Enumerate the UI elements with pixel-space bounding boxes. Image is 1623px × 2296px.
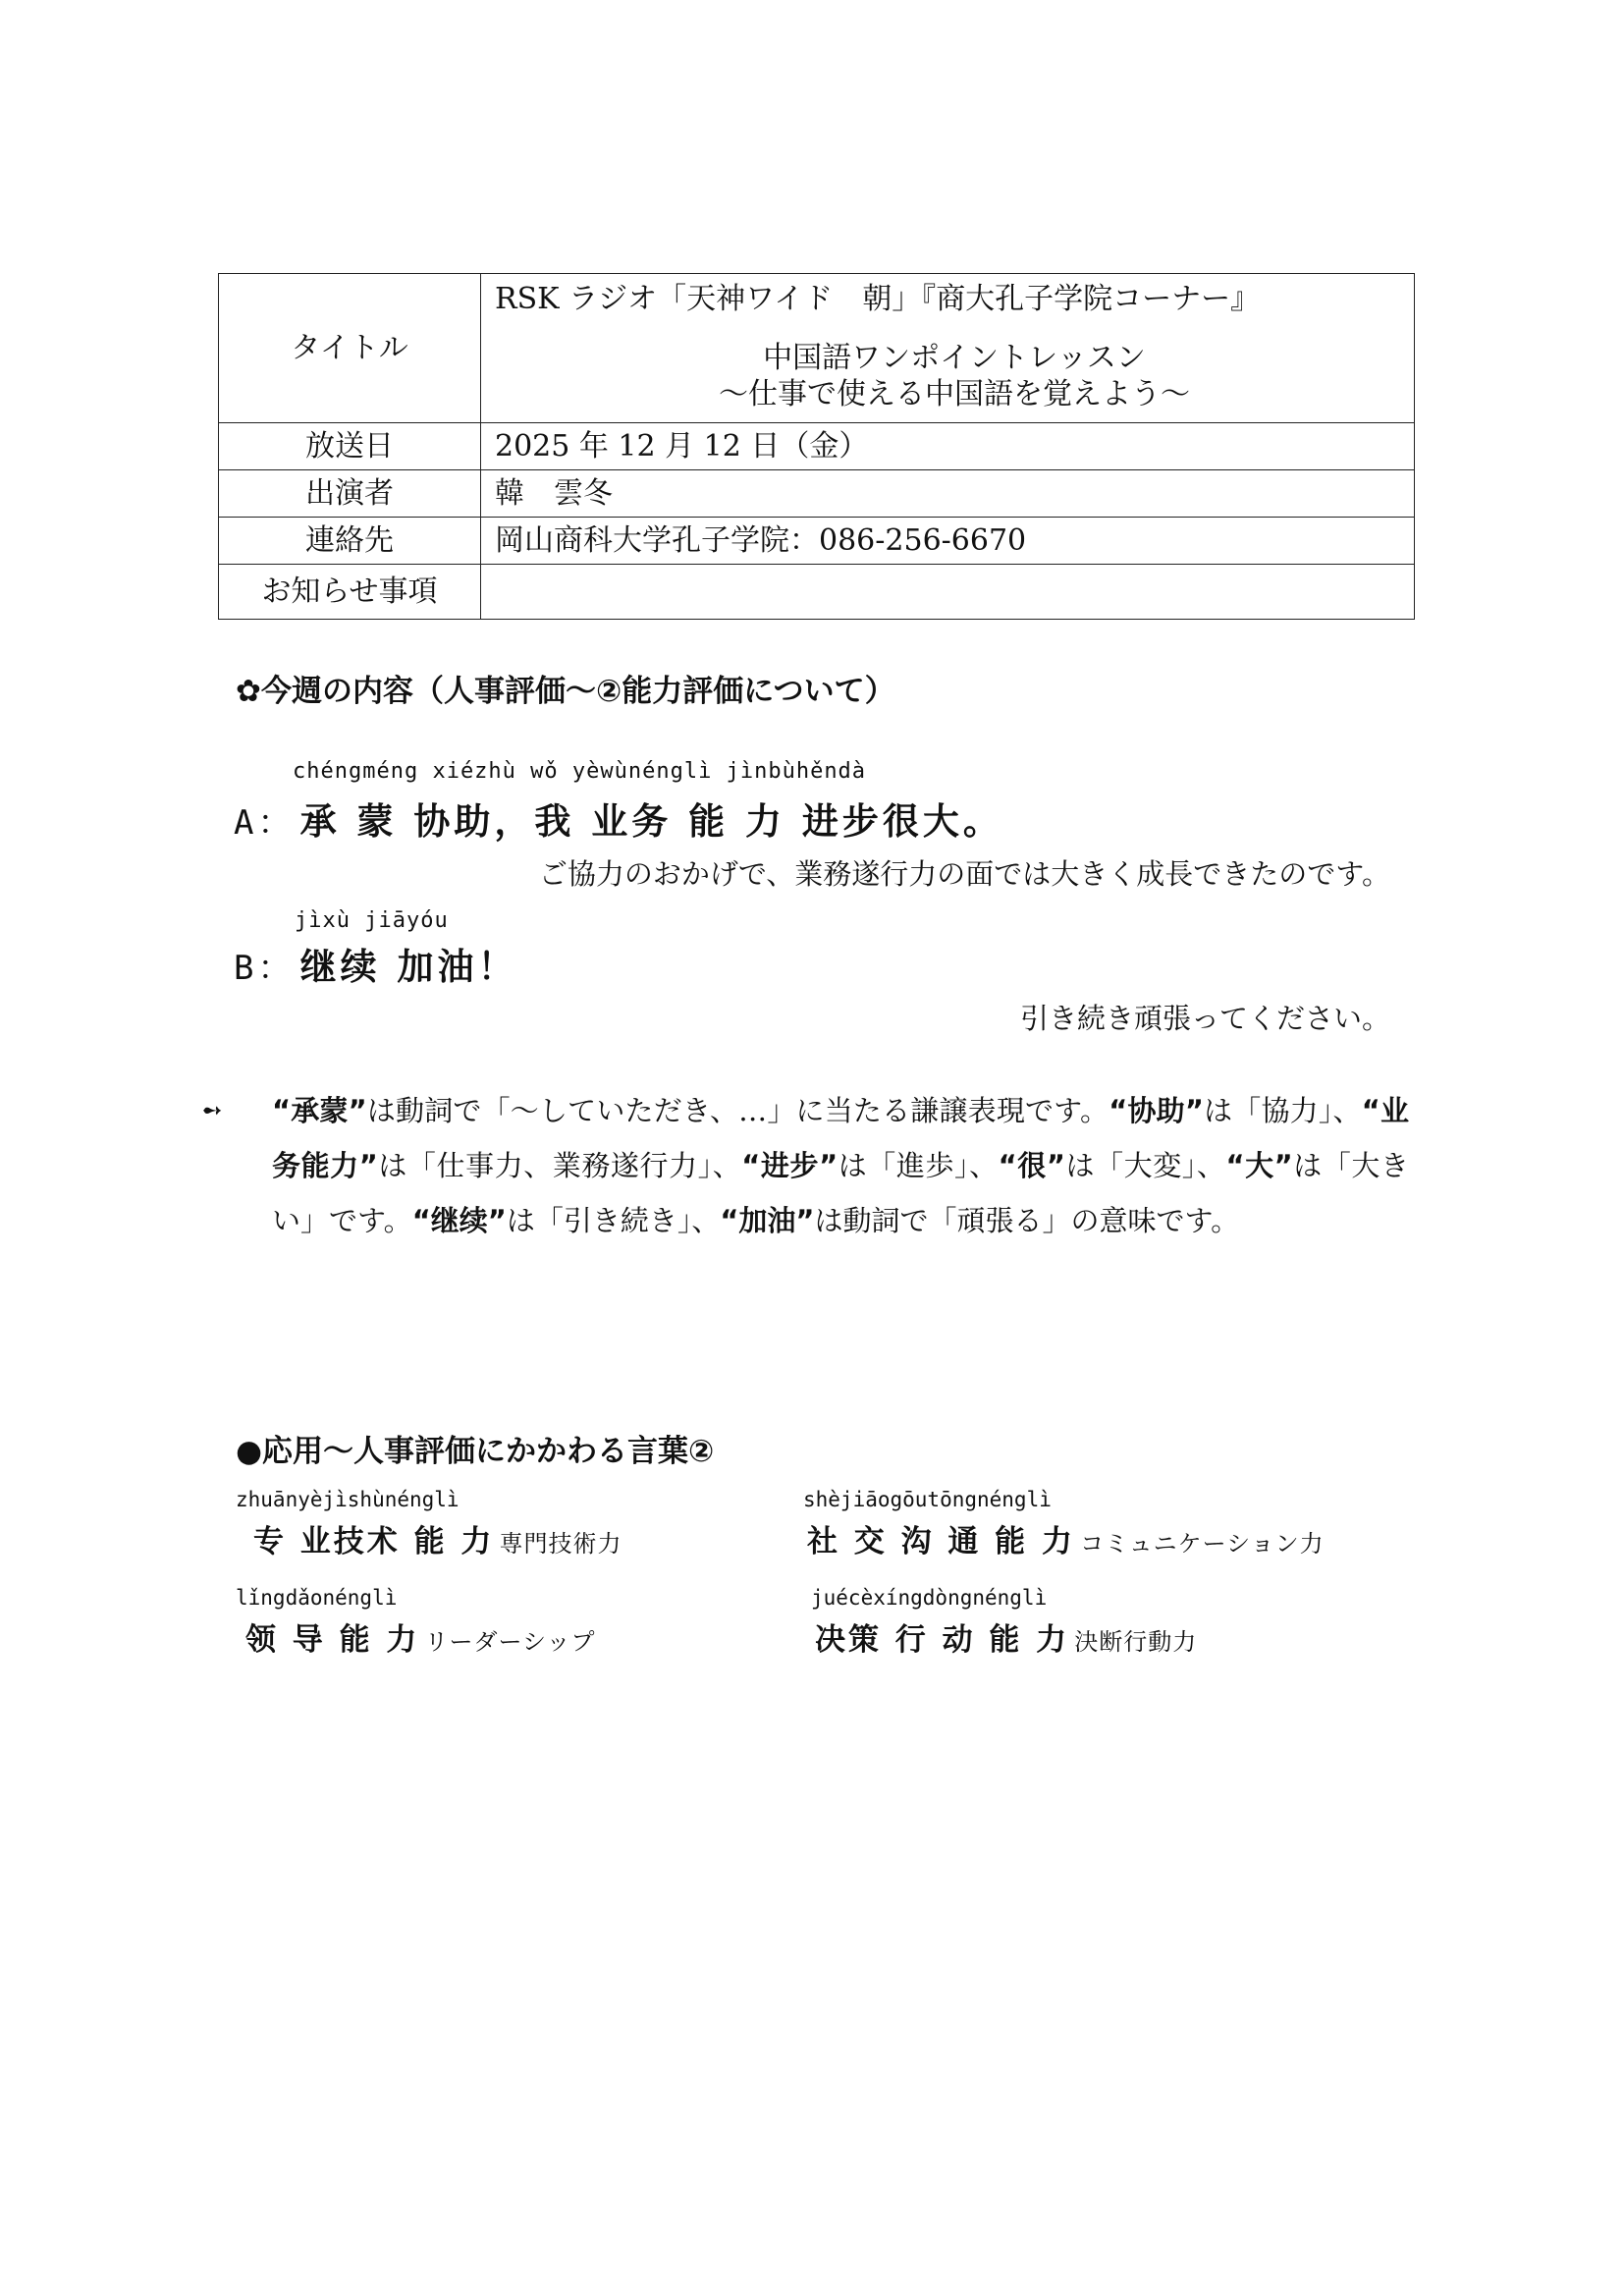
explanation-text: は「大変」、 [1064,1149,1226,1182]
line-a-japanese: ご協力のおかげで、業務遂行力の面では大きく成長できたのです。 [538,857,1390,891]
performer-value: 韓 雲冬 [481,470,1415,518]
vocab-2-japanese: コミュニケーション力 [1080,1530,1325,1558]
vocab-1-hanzi: 专 业技术 能 力 [253,1524,495,1559]
line-a-pinyin: chéngméng xiézhù wǒ yèwùnénglì jìnbùhěndà [293,759,867,784]
vocab-2 [807,1516,1325,1560]
term-highlight: “协助” [1109,1094,1204,1127]
term-highlight: “大” [1225,1149,1293,1182]
vocab-4-hanzi: 决策 行 动 能 力 [815,1622,1070,1658]
performer-label: 出演者 [219,470,481,518]
title-line3: ～仕事で使える中国語を覚えよう～ [719,377,1190,412]
term-highlight: “业务能力” [272,1094,1409,1182]
notice-label: お知らせ事項 [219,565,481,620]
contact-value: 岡山商科大学孔子学院：086-256-6670 [481,518,1415,565]
title-line1: RSK ラジオ「天神ワイド 朝」『商大孔子学院コーナー』 [495,282,1261,317]
explanation-text: は「協力」、 [1203,1094,1362,1127]
term-highlight: “很” [998,1149,1065,1182]
section1-heading: ✿今週の内容（人事評価～②能力評価について） [236,674,895,709]
vocab-1-pinyin: zhuānyèjìshùnénglì [236,1488,460,1511]
title-line2: 中国語ワンポイントレッスン [763,340,1146,375]
info-table [218,273,1415,620]
explanation-paragraph [272,1083,1409,1248]
explanation-text: は「仕事力、業務遂行力」、 [377,1149,742,1182]
date-value: 2025 年 12 月 12 日（金） [481,423,1415,470]
contact-label: 連絡先 [219,518,481,565]
explanation-text: は動詞で「頑張る」の意味です。 [814,1204,1240,1237]
title-label: タイトル [219,274,481,423]
line-b-hanzi: 继续 加油！ [299,945,518,988]
vocab-3 [245,1614,596,1659]
vocab-3-hanzi: 领 导 能 力 [245,1622,420,1658]
vocab-2-pinyin: shèjiāogōutōngnénglì [803,1488,1052,1511]
vocab-3-pinyin: lǐngdǎonénglì [236,1586,398,1610]
section2-heading: ●応用～人事評価にかかわる言葉② [236,1434,715,1469]
explanation-text: は「引き続き」、 [506,1204,721,1237]
line-b-japanese: 引き続き頑張ってください。 [1019,1002,1390,1035]
vocab-1 [253,1516,622,1560]
explanation-text: は「大きい」です。 [272,1149,1409,1237]
term-highlight: “继续” [411,1204,507,1237]
explanation-text: は「進歩」、 [838,1149,999,1182]
speaker-b: B： [234,949,296,988]
line-a [234,792,1003,845]
speaker-a: A： [234,803,296,843]
vocab-1-japanese: 専門技術力 [499,1530,622,1558]
line-a-hanzi: 承 蒙 协助，我 业务 能 力 进步很大。 [299,799,1003,843]
term-highlight: “进步” [741,1149,839,1182]
line-b [234,937,517,990]
vocab-4 [815,1614,1197,1659]
vocab-3-japanese: リーダーシップ [424,1628,596,1656]
term-highlight: “承蒙” [272,1094,367,1127]
title-cell [481,274,1415,423]
explanation-text: は動詞で「～していただき、…」に当たる謙譲表現です。 [366,1094,1109,1127]
arrow-bullet-icon: ➻ [201,1096,223,1125]
term-highlight: “加油” [720,1204,815,1237]
vocab-4-japanese: 決断行動力 [1074,1628,1198,1656]
vocab-2-hanzi: 社 交 沟 通 能 力 [807,1524,1075,1559]
vocab-4-pinyin: juécèxíngdòngnénglì [811,1586,1048,1610]
notice-value [481,565,1415,620]
date-label: 放送日 [219,423,481,470]
line-b-pinyin: jìxù jiāyóu [295,908,449,933]
